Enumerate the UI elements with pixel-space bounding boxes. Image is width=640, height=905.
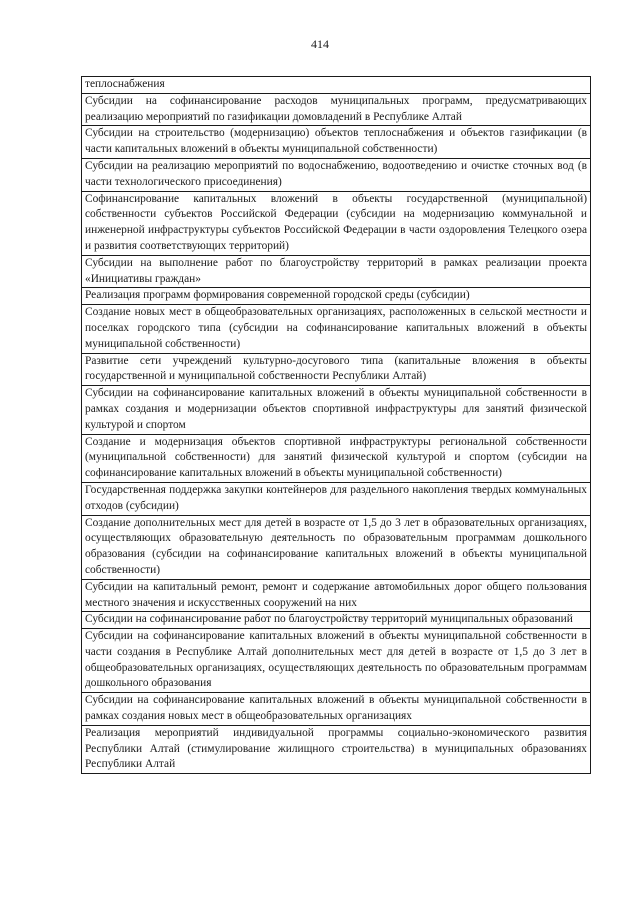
table-cell: Субсидии на выполнение работ по благоустройству территорий в рамках реализации проекта «Инициативы граждан» [82,255,591,288]
table-row [82,77,591,94]
table-cell: Субсидии на капитальный ремонт, ремонт и содержание автомобильных дорог общего пользования местного значения и искусственных сооружений на них [82,579,591,612]
expenditure-table [81,76,591,774]
table-cell: Субсидии на софинансирование работ по благоустройству территорий муниципальных образований [82,612,591,629]
table-cell: Субсидии на реализацию мероприятий по водоснабжению, водоотведению и очистке сточных вод (в части технологического присоединения) [82,158,591,191]
table-row [82,353,591,386]
table-cell: Создание дополнительных мест для детей в возрасте от 1,5 до 3 лет в образовательных организациях, осуществляющих образовательную деятельность по образовательным программам дошкольного образования (субсидии на софинансирование капитальных вложений в объекты муниципальной собственности) [82,515,591,579]
table-cell: Субсидии на софинансирование капитальных вложений в объекты муниципальной собственности в рамках создания новых мест в общеобразовательных организациях [82,693,591,726]
table-row [82,288,591,305]
table-row [82,386,591,434]
table-row [82,255,591,288]
table-row [82,725,591,773]
table-cell: Государственная поддержка закупки контейнеров для раздельного накопления твердых коммунальных отходов (субсидии) [82,482,591,515]
table-cell: Субсидии на софинансирование капитальных вложений в объекты муниципальной собственности в рамках создания и модернизации объектов спортивной инфраструктуры для занятий физической культурой и спортом [82,386,591,434]
table-row [82,191,591,255]
table-cell: теплоснабжения [82,77,591,94]
table-row [82,579,591,612]
table-row [82,515,591,579]
table-cell: Субсидии на софинансирование расходов муниципальных программ, предусматривающих реализацию мероприятий по газификации домовладений в Республике Алтай [82,93,591,126]
page-number: 414 [311,37,329,51]
table-row [82,434,591,482]
table-row [82,93,591,126]
table-cell: Софинансирование капитальных вложений в объекты государственной (муниципальной) собственности субъектов Российской Федерации (субсидии на модернизацию коммунальной и инженерной инфраструктуры субъектов Российской Федерации в части оздоровления Телецкого озера и развития соответствующих территорий) [82,191,591,255]
table-cell: Субсидии на софинансирование капитальных вложений в объекты муниципальной собственности в части создания в Республике Алтай дополнительных мест для детей в возрасте от 1,5 до 3 лет в общеобразовательных организациях, осуществляющих деятельность по образовательным программам дошкольного образования [82,629,591,693]
table-row [82,693,591,726]
table-row [82,126,591,159]
table-row [82,482,591,515]
table-row [82,629,591,693]
table-cell: Реализация мероприятий индивидуальной программы социально-экономического развития Республики Алтай (стимулирование жилищного строительства) в муниципальных образованиях Республики Алтай [82,725,591,773]
table-cell: Реализация программ формирования современной городской среды (субсидии) [82,288,591,305]
table-row [82,305,591,353]
table-cell: Создание новых мест в общеобразовательных организациях, расположенных в сельской местности и поселках городского типа (субсидии на софинансирование капитальных вложений в объекты муниципальной собственности) [82,305,591,353]
table-row [82,158,591,191]
table-cell: Субсидии на строительство (модернизацию) объектов теплоснабжения и объектов газификации (в части капитальных вложений в объекты муниципальной собственности) [82,126,591,159]
table-row [82,612,591,629]
table-cell: Развитие сети учреждений культурно-досугового типа (капитальные вложения в объекты государственной и муниципальной собственности Республики Алтай) [82,353,591,386]
table-cell: Создание и модернизация объектов спортивной инфраструктуры региональной собственности (муниципальной собственности) для занятий физической культурой и спортом (субсидии на софинансирование капитальных вложений в объекты муниципальной собственности) [82,434,591,482]
